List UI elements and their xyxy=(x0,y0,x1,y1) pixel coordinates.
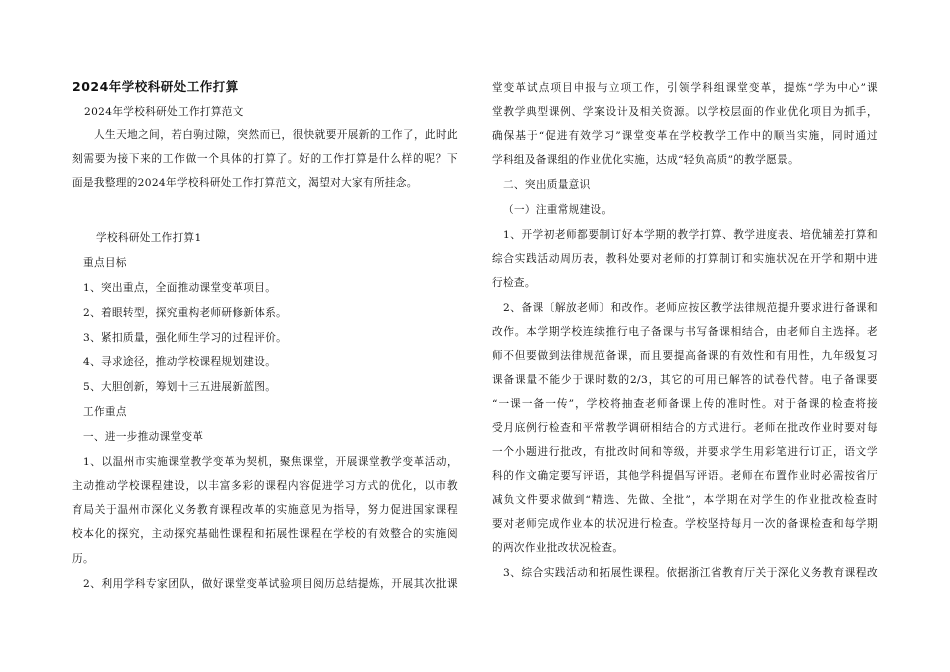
text-line: （一）注重常规建设。 xyxy=(503,204,613,216)
text-line: 2、备课〔解放老师〕和改作。老师应按区教学法律规范提升要求进行备课和 xyxy=(503,302,878,314)
text-line: 面是我整理的2024年学校科研处工作打算范文，渴望对大家有所挂念。 xyxy=(72,177,418,189)
text-line: “一课一备一传”，学校将抽查老师备课上传的准时性。对于备课的检查将接 xyxy=(492,398,878,410)
text-line: 2024年学校科研处工作打算范文 xyxy=(84,106,244,118)
text-line: 2、利用学科专家团队，做好课堂变革试验项目阅历总结提炼，开展其次批课 xyxy=(83,578,458,590)
text-line: 改作。本学期学校连续推行电子备课与书写备课相结合，由老师自主选择。老 xyxy=(492,326,878,338)
text-line: 师不但要做到法律规范备课，而且要提高备课的有效性和有用性，九年级复习 xyxy=(492,350,878,362)
text-line: 一、进一步推动课堂变革 xyxy=(83,431,204,443)
text-line: 科的作文确定要写评语，其他学科提倡写评语。老师在布置作业时必需按省厅 xyxy=(492,470,878,482)
text-line: 3、综合实践活动和拓展性课程。依据浙江省教育厅关于深化义务教育课程改 xyxy=(503,567,878,579)
text-line: 1、以温州市实施课堂教学变革为契机，聚焦课堂，开展课堂教学变革活动， xyxy=(83,456,458,468)
text-line: 育局关于温州市深化义务教育课程改革的实施意见为指导，努力促进国家课程 xyxy=(72,504,458,516)
text-line: 受月底例行检查和平常教学调研相结合的方式进行。老师在批改作业时要对每 xyxy=(492,422,878,434)
text-line: 课备课量不能少于课时数的2/3，其它的可用已解答的试卷代替。电子备课要 xyxy=(492,374,878,386)
document-title: 2024年学校科研处工作打算 xyxy=(72,79,239,94)
text-line: 刻需要为接下来的工作做一个具体的打算了。好的工作打算是什么样的呢？下 xyxy=(72,153,458,165)
text-line: 确保基于“促进有效学习”课堂变革在学校教学工作中的顺当实施，同时通过 xyxy=(492,130,878,142)
text-line: 重点目标 xyxy=(83,257,127,269)
text-line: 堂变革试点项目申报与立项工作，引领学科组课堂变革，提炼“学为中心”课 xyxy=(492,82,878,94)
text-line: 5、大胆创新，筹划十三五进展新蓝图。 xyxy=(83,381,277,393)
text-line: 二、突出质量意识 xyxy=(503,179,591,191)
text-line: 一个小题进行批改，有批改时间和等级，并要求学生用彩笔进行订正，语文学 xyxy=(492,446,878,458)
text-line: 3、紧扣质量，强化师生学习的过程评价。 xyxy=(83,332,288,344)
text-line: 人生天地之间，若白驹过隙，突然而已，很快就要开展新的工作了，此时此 xyxy=(94,129,458,141)
text-line: 4、寻求途径，推动学校课程规划建设。 xyxy=(83,356,277,368)
text-line: 历。 xyxy=(72,553,94,565)
text-line: 行检查。 xyxy=(492,277,536,289)
text-line: 主动推动学校课程建设，以丰富多彩的课程内容促进学习方式的优化，以市教 xyxy=(72,480,458,492)
text-line: 堂教学典型课例、学案设计及相关资源。以学校层面的作业优化项目为抓手， xyxy=(492,106,878,118)
text-line: 的两次作业批改状况检查。 xyxy=(492,542,624,554)
text-line: 综合实践活动周历表，教科处要对老师的打算制订和实施状况在开学和期中进 xyxy=(492,253,878,265)
text-line: 学校科研处工作打算1 xyxy=(96,232,202,244)
text-line: 1、开学初老师都要制订好本学期的教学打算、教学进度表、培优辅差打算和 xyxy=(503,229,878,241)
text-line: 减负文件要求做到“精选、先做、全批”，本学期在对学生的作业批改检查时 xyxy=(492,494,878,506)
text-line: 2、着眼转型，探究重构老师研修新体系。 xyxy=(83,307,288,319)
text-line: 1、突出重点，全面推动课堂变革项目。 xyxy=(83,282,277,294)
text-line: 工作重点 xyxy=(83,406,127,418)
text-line: 学科组及备课组的作业优化实施，达成“轻负高质”的教学愿景。 xyxy=(492,154,800,166)
text-line: 要对老师完成作业本的状况进行检查。学校坚持每月一次的备课检查和每学期 xyxy=(492,518,878,530)
text-line: 校本化的探究，主动探究基础性课程和拓展性课程在学校的有效整合的实施阅 xyxy=(72,528,458,540)
